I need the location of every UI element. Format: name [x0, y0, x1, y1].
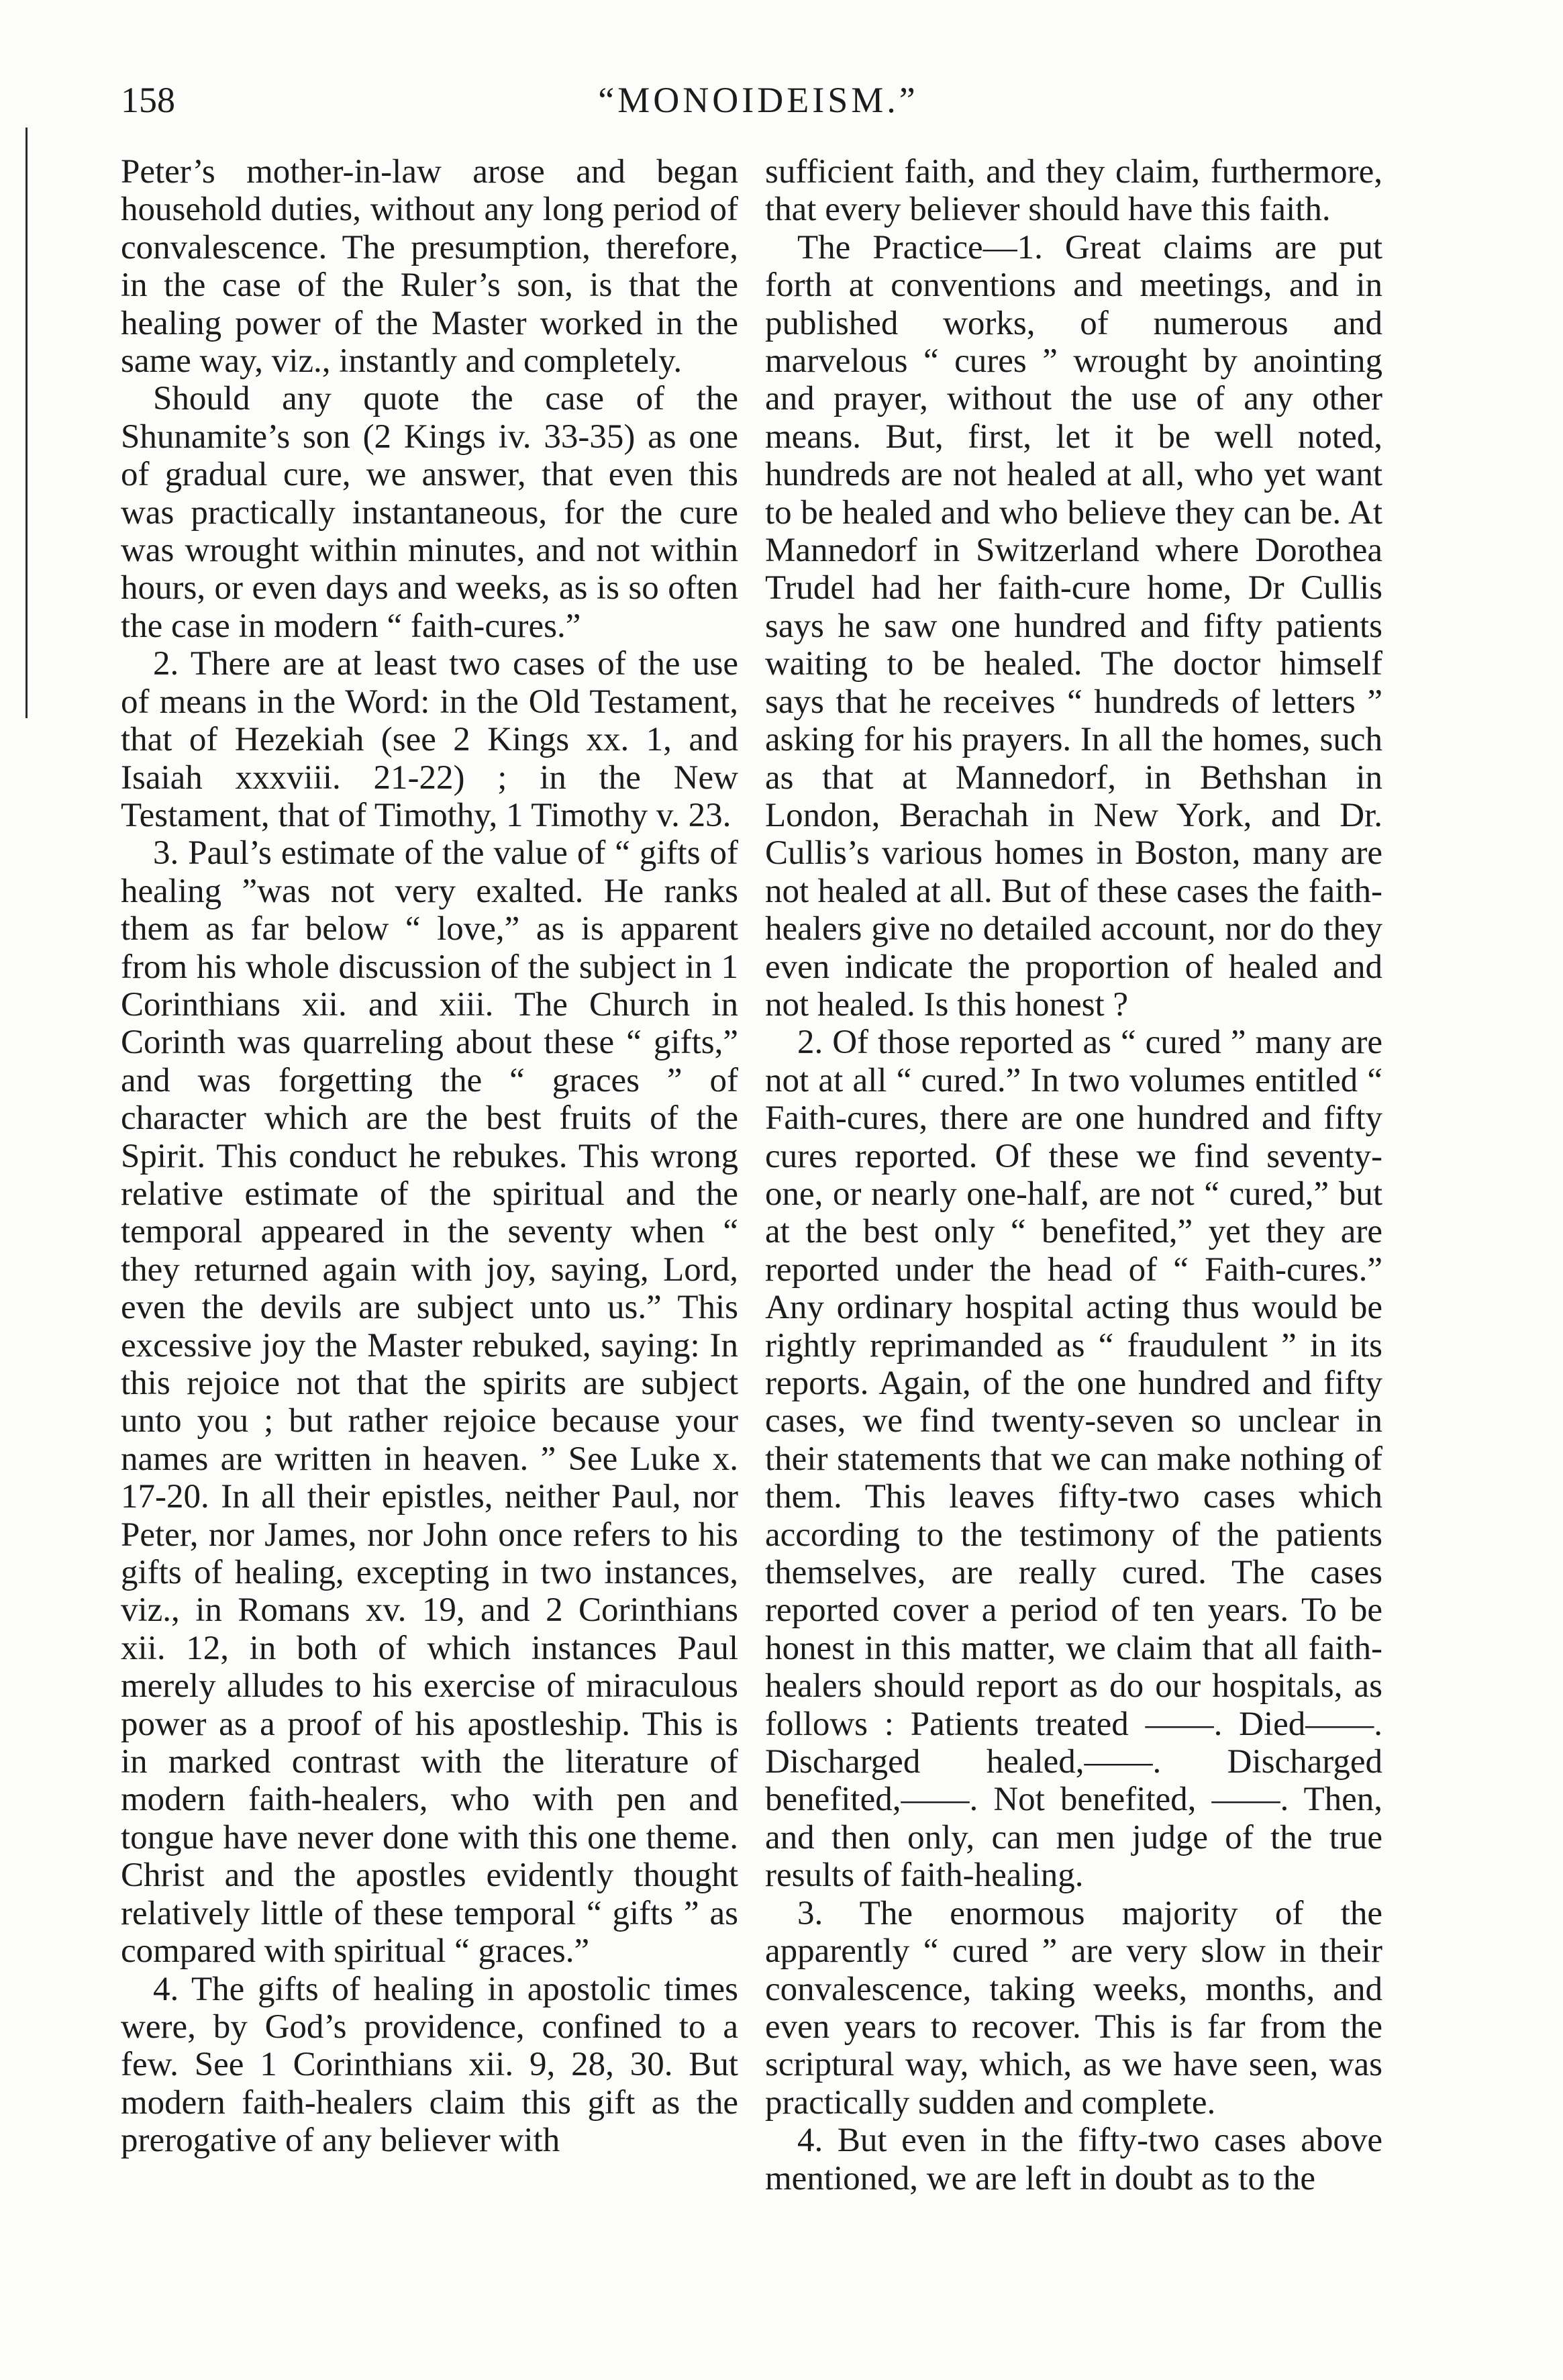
left-column: [121, 153, 738, 2160]
running-head: “MONOIDEISM.”: [598, 80, 919, 120]
page-number: 158: [121, 80, 175, 120]
paragraph: 2. There are at least two cases of the use of means in the Word: in the Old Testament, that of Hezekiah (see 2 Kings xx. 1, and Isaiah xxxviii. 21-22) ; in the New Testament, that of Timothy, 1 Timothy v. 23.: [121, 645, 738, 834]
paragraph: 4. But even in the fifty-two cases above mentioned, we are left in doubt as to the: [765, 2122, 1382, 2197]
page-header: [121, 79, 1396, 133]
paragraph: 3. Paul’s estimate of the value of “ gifts of healing ”was not very exalted. He ranks them as far below “ love,” as is apparent from his whole discussion of the subject in 1 Corinthians xii. and xiii. The Church in Corinth was quarreling about these “ gifts,” and was forgetting the “ graces ” of character which are the best fruits of the Spirit. This conduct he rebukes. This wrong relative estimate of the spiritual and the temporal appeared in the seventy when “ they returned again with joy, saying, Lord, even the devils are subject unto us.” This excessive joy the Master rebuked, saying: In this rejoice not that the spirits are subject unto you ; but rather rejoice because your names are written in heaven. ” See Luke x. 17-20. In all their epistles, neither Paul, nor Peter, nor James, nor John once refers to his gifts of healing, excepting in two instances, viz., in Romans xv. 19, and 2 Corinthians xii. 12, in both of which instances Paul merely alludes to his exercise of miraculous power as a proof of his apostleship. This is in marked contrast with the literature of modern faith-healers, who with pen and tongue have never done with this one theme. Christ and the apostles evidently thought relatively little of these temporal “ gifts ” as compared with spiritual “ graces.”: [121, 834, 738, 1971]
paragraph: Peter’s mother-in-law arose and began household duties, without any long period of convalescence. The presumption, therefore, in the case of the Ruler’s son, is that the healing power of the Master worked in the same way, viz., instantly and completely.: [121, 153, 738, 381]
paragraph: sufficient faith, and they claim, furthermore, that every believer should have this faith.: [765, 153, 1382, 229]
paragraph: 3. The enormous majority of the apparently “ cured ” are very slow in their convalescence, taking weeks, months, and even years to recover. This is far from the scriptural way, which, as we have seen, was practically sudden and complete.: [765, 1894, 1382, 2122]
paragraph: The Practice—1. Great claims are put forth at conventions and meetings, and in published works, of numerous and marvelous “ cures ” wrought by anointing and prayer, without the use of any other means. But, first, let it be well noted, hundreds are not healed at all, who yet want to be healed and who believe they can be. At Mannedorf in Switzerland where Dorothea Trudel had her faith-cure home, Dr Cullis says he saw one hundred and fifty patients waiting to be healed. The doctor himself says that he receives “ hundreds of letters ” asking for his prayers. In all the homes, such as that at Mannedorf, in Bethshan in London, Berachah in New York, and Dr. Cullis’s various homes in Boston, many are not healed at all. But of these cases the faith-healers give no detailed account, nor do they even indicate the proportion of healed and not healed. Is this honest ?: [765, 228, 1382, 1024]
margin-rule: [26, 128, 28, 718]
paragraph: 4. The gifts of healing in apostolic times were, by God’s providence, confined to a few. See 1 Corinthians xii. 9, 28, 30. But modern faith-healers claim this gift as the prerogative of any believer with: [121, 1970, 738, 2160]
paragraph: Should any quote the case of the Shunamite’s son (2 Kings iv. 33-35) as one of gradual cure, we answer, that even this was practically instantaneous, for the cure was wrought within minutes, and not within hours, or even days and weeks, as is so often the case in modern “ faith-cures.”: [121, 380, 738, 645]
paragraph: 2. Of those reported as “ cured ” many are not at all “ cured.” In two volumes entitled “ Faith-cures, there are one hundred and fifty cures reported. Of these we find seventy-one, or nearly one-half, are not “ cured,” but at the best only “ benefited,” yet they are reported under the head of “ Faith-cures.” Any ordinary hospital acting thus would be rightly reprimanded as “ fraudulent ” in its reports. Again, of the one hundred and fifty cases, we find twenty-seven so unclear in their statements that we can make nothing of them. This leaves fifty-two cases which according to the testimony of the patients themselves, are really cured. The cases reported cover a period of ten years. To be honest in this matter, we claim that all faith-healers should report as do our hospitals, as follows : Patients treated ——. Died——. Discharged healed,——. Discharged benefited,——. Not benefited, ——. Then, and then only, can men judge of the true results of faith-healing.: [765, 1024, 1382, 1895]
right-column: [765, 153, 1382, 2197]
